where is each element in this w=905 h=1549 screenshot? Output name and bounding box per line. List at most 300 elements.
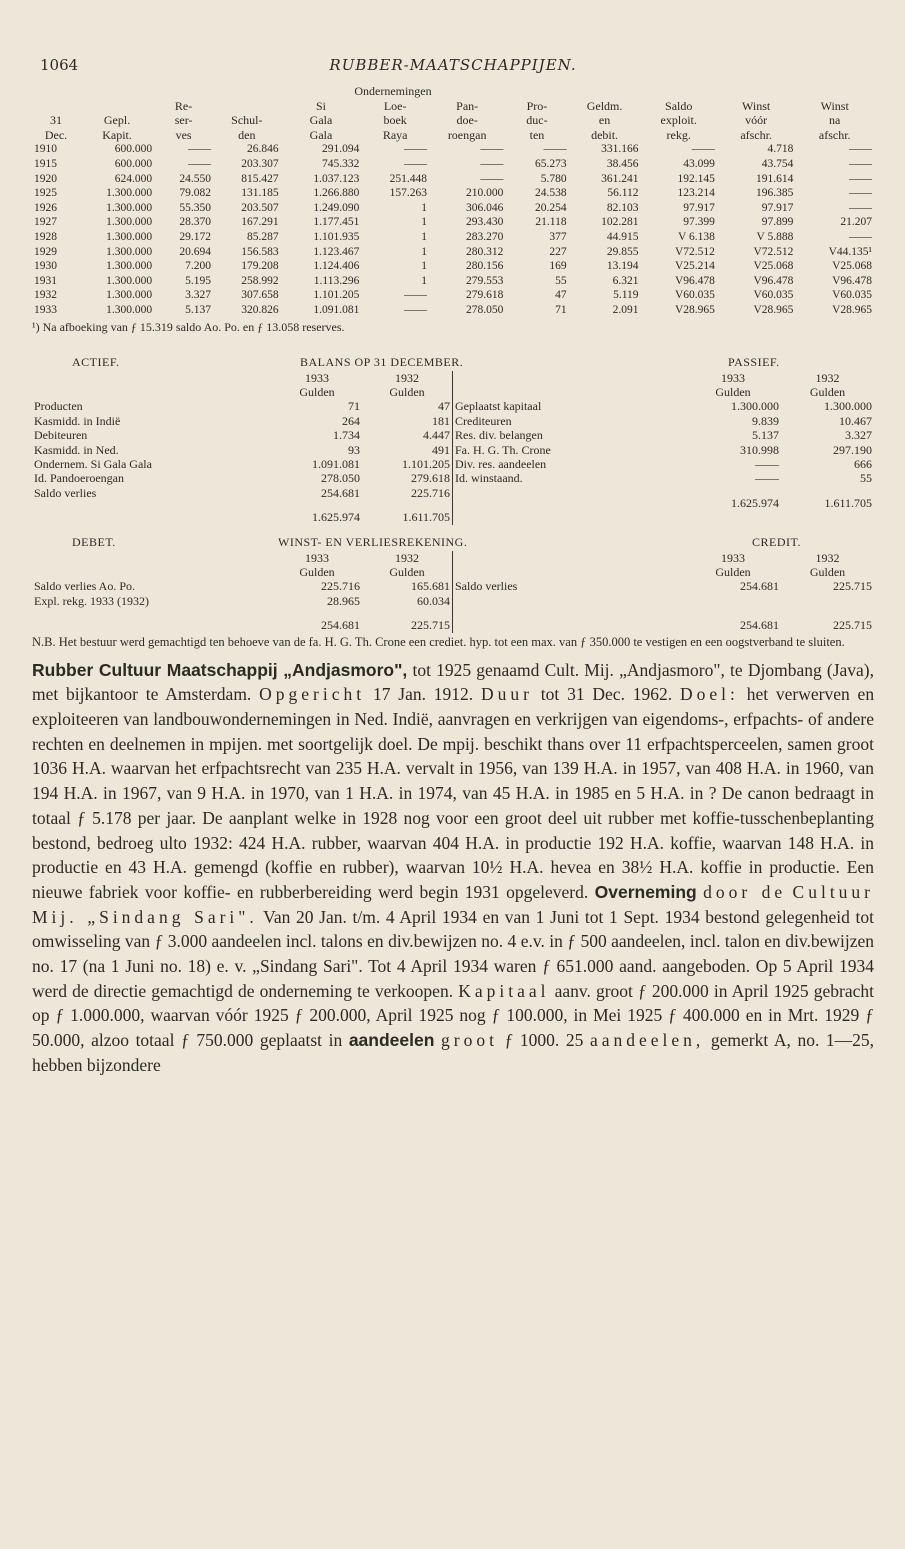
line-value: 3.327: [845, 428, 872, 443]
table-cell: 56.112: [607, 187, 639, 200]
balance-titles: [32, 355, 874, 371]
unit-header: Gulden: [389, 564, 425, 579]
table-cell: 20.694: [179, 245, 212, 258]
pl-title: WINST- EN VERLIESREKENING.: [278, 534, 468, 549]
table-cell: 43.099: [683, 157, 715, 170]
table-cell: 169: [549, 260, 567, 273]
year-header: 1933: [721, 370, 745, 385]
table-cell: 1933: [34, 303, 57, 316]
column-header: Dec.: [44, 127, 68, 142]
table-cell: 331.166: [601, 143, 639, 156]
column-header: exploit.: [660, 113, 697, 128]
table-cell: 156.583: [241, 245, 279, 258]
table-cell: 307.658: [241, 289, 279, 302]
table-cell: 1931: [34, 274, 57, 287]
unit-header: Gulden: [299, 564, 335, 579]
table-cell: V28.965: [832, 303, 872, 316]
table-cell: 26.846: [247, 143, 279, 156]
table-cell: 1.300.000: [106, 216, 153, 229]
table-cell: 293.430: [465, 216, 504, 229]
table-cell: 203.507: [241, 201, 279, 214]
column-header: Raya: [382, 127, 408, 142]
table-cell: 278.050: [465, 303, 504, 316]
table-cell: V25.068: [832, 260, 872, 273]
column-header: Kapit.: [102, 127, 132, 142]
year-header: 1932: [815, 550, 840, 565]
page: [32, 48, 874, 1078]
table-row: [32, 172, 874, 187]
credit-table: [453, 551, 874, 633]
table-cell: 196.385: [756, 187, 794, 200]
line-value: ——: [755, 471, 779, 486]
table-cell: 1: [421, 245, 427, 258]
table-cell: 29.855: [606, 245, 639, 258]
pl-titles: [32, 535, 874, 551]
table-cell: ——: [849, 143, 872, 156]
column-header: duc-: [526, 113, 548, 128]
table-cell: 29.172: [179, 230, 212, 243]
line-value: 47: [438, 399, 450, 414]
credit-title: CREDIT.: [752, 534, 801, 549]
doel-label: Doel:: [679, 684, 739, 705]
table-cell: 1.101.205: [313, 289, 360, 302]
table-cell: 361.241: [601, 172, 639, 185]
line-value: 1.734: [333, 428, 360, 443]
table-cell: 5.137: [185, 303, 212, 316]
table-cell: 624.000: [114, 172, 153, 185]
table-cell: V 6.138: [678, 230, 715, 243]
table-cell: ——: [403, 303, 427, 316]
liabilities-total-row: 1.625.974 1.611.705: [731, 495, 872, 510]
line-value: 1.101.205: [402, 456, 450, 471]
line-value: 28.965: [327, 593, 360, 608]
table-cell: 1.300.000: [106, 245, 153, 258]
column-header: Pan-: [456, 98, 479, 113]
table-cell: 3.327: [185, 289, 212, 302]
profit-loss-account: [32, 535, 874, 633]
unit-header: Gulden: [809, 384, 846, 399]
line-value: 1.091.081: [312, 456, 360, 471]
column-header: Winst: [742, 98, 771, 113]
table-cell: V60.035: [832, 289, 872, 302]
table-cell: 71: [555, 303, 567, 316]
column-header: Gala: [309, 113, 333, 128]
opgericht-label: Opgericht: [259, 684, 366, 705]
year-header: 1932: [395, 370, 419, 385]
liabilities-title: PASSIEF.: [728, 354, 780, 369]
year-header: 1933: [305, 550, 329, 565]
credit-total-row: 254.681 225.715: [740, 617, 872, 632]
balance-sheet: [32, 355, 874, 525]
debit-row: [32, 594, 452, 608]
table-cell: 1925: [34, 187, 57, 200]
table-cell: V 5.888: [756, 230, 794, 243]
nb-note: N.B. Het bestuur werd gemachtigd ten behoeve van de fa. H. G. Th. Crone een crediet. hyp. tot een max. van ƒ 350.000 te vestigen en een oogstverband te sluiten.: [32, 634, 845, 649]
table-cell: 1.300.000: [106, 274, 153, 287]
line-label: Id. Pandoeroengan: [34, 471, 124, 486]
line-value: 5.137: [752, 428, 779, 443]
table-cell: 283.270: [465, 230, 504, 243]
table-cell: 179.208: [241, 260, 279, 273]
table-cell: 157.263: [389, 187, 427, 200]
overneming-label: Overneming: [594, 881, 697, 902]
table-cell: 1: [421, 230, 427, 243]
column-header: Gala: [309, 127, 333, 142]
table-cell: 1927: [34, 216, 57, 229]
column-header: debit.: [591, 127, 619, 142]
column-header: 31: [49, 113, 62, 128]
table-cell: 55: [555, 274, 567, 287]
table-cell: 24.550: [179, 172, 212, 185]
table-row: [32, 274, 874, 289]
column-header: ves: [175, 127, 192, 142]
table-cell: V25.214: [674, 260, 715, 273]
table-cell: 815.427: [241, 172, 279, 185]
liability-row: [453, 457, 874, 471]
table-cell: ——: [403, 289, 427, 302]
table-cell: 210.000: [465, 187, 504, 200]
asset-row: [32, 428, 452, 442]
column-header: Gepl.: [103, 113, 131, 128]
table-cell: 28.370: [179, 216, 212, 229]
table-row: [32, 259, 874, 274]
balance-title: BALANS OP 31 DECEMBER.: [300, 354, 464, 369]
table-cell: 97.899: [761, 216, 794, 229]
column-header-row: [32, 128, 874, 143]
column-header: Si: [315, 98, 326, 113]
table-cell: ——: [480, 157, 504, 170]
table-cell: 6.321: [612, 274, 639, 287]
table-footnote: ¹) Na afboeking van ƒ 15.319 saldo Ao. Po. en ƒ 13.058 reserves.: [32, 319, 345, 334]
table-cell: 97.399: [683, 216, 715, 229]
table-cell: 5.119: [613, 289, 639, 302]
table-cell: 258.992: [241, 274, 279, 287]
column-header: vóór: [745, 113, 768, 128]
table-cell: ——: [849, 201, 872, 214]
line-label: Res. div. belangen: [455, 428, 543, 443]
table-cell: 43.754: [761, 157, 794, 170]
table-row: [32, 230, 874, 245]
year-header: 1932: [815, 370, 840, 385]
line-value: 666: [854, 456, 872, 471]
table-cell: 21.207: [840, 216, 872, 229]
table-cell: ——: [188, 157, 212, 170]
table-cell: 251.448: [389, 172, 427, 185]
company-description: Rubber Cultuur Maatschappij „Andjasmoro", tot 1925 genaamd Cult. Mij. „Andjasmoro", te Djombang (Java), met bijkantoor te Amsterdam. Opgericht 17 Jan. 1912. Duur tot 31 Dec. 1962. Doel: het verwerven en exploiteeren van landbouwondernemingen in Ned. Indië, aanvragen en verkrijgen van eigendoms-, erfpachts- of andere rechten en deelnemen in mpijen. met soortgelijk doel. De mpij. beschikt thans over 11 erfpachtsperceelen, samen groot 1036 H.A. waarvan het erfpachtsrecht van 235 H.A. vervalt in 1956, van 139 H.A. in 1957, van 408 H.A. in 1960, van 194 H.A. in 1967, van 9 H.A. in 1970, van 1 H.A. in 1974, van 45 H.A. in 1985 en 5 H.A. in ? De canon bedraagt in totaal ƒ 5.178 per jaar. De aanplant welke in 1928 nog voor een groot deel uit rubber met koffie-tusschenbeplanting bestond, bedroeg ulto 1932: 424 H.A. rubber, waarvan 404 H.A. in productie 192 H.A. koffie, waarvan 148 H.A. in productie en 43 H.A. gemengd (koffie en rubber), waarvan 10½ H.A. hevea en 38½ H.A. koffie in productie. Een nieuwe fabriek voor koffie- en rubberbereiding werd begin 1931 opgeleverd. Overneming door de Cultuur Mij. „Sindang Sari". Van 20 Jan. t/m. 4 April 1934 en van 1 Juni tot 1 Sept. 1934 bestond gelegenheid tot omwisseling van ƒ 3.000 aandeelen incl. talons en div.bewijzen no. 4 e.v. in ƒ 500 aandeelen, incl. talon en div.bewijzen no. 17 (na 1 Juni no. 18) e. v. „Sindang Sari". Tot 4 April 1934 waren ƒ 651.000 aand. aangeboden. Op 5 April 1934 werd de directie gemachtigd de onderneming te verkoopen. Kapitaal aanv. groot ƒ 200.000 in April 1925 gebracht op ƒ 1.000.000, waarvan vóór 1925 ƒ 200.000, April 1925 nog ƒ 100.000, in Mei 1925 ƒ 400.000 en in Mrt. 1929 ƒ 50.000, alzoo totaal ƒ 750.000 geplaatst in aandeelen groot ƒ 1000. 25 aandeelen, gemerkt A, no. 1—25, hebben bijzondere: [32, 659, 875, 1075]
assets-table: [32, 371, 452, 525]
line-value: 1.300.000: [824, 399, 872, 414]
table-cell: ——: [480, 172, 504, 185]
aandeelen-label: aandeelen: [348, 1030, 435, 1051]
table-cell: 1.113.296: [313, 274, 360, 287]
column-header: Re-: [174, 98, 193, 113]
table-cell: 167.291: [241, 216, 279, 229]
line-label: Id. winstaand.: [455, 471, 523, 486]
asset-row: [32, 457, 452, 471]
table-cell: 7.200: [185, 260, 212, 273]
column-header: afschr.: [740, 127, 772, 142]
table-cell: 65.273: [534, 157, 567, 170]
table-cell: 38.456: [606, 157, 639, 170]
table-cell: V60.035: [674, 289, 715, 302]
table-cell: 1.123.467: [313, 245, 360, 258]
table-cell: ——: [480, 143, 504, 156]
asset-row: [32, 414, 452, 428]
debit-row: [32, 579, 452, 593]
line-value: 71: [348, 399, 360, 414]
table-cell: 745.332: [321, 157, 360, 170]
table-cell: 47: [555, 289, 567, 302]
column-header: Pro-: [526, 98, 548, 113]
credit-row: [453, 579, 874, 593]
table-cell: 1: [421, 274, 427, 287]
page-number: 1064: [40, 56, 79, 74]
table-cell: 192.145: [677, 172, 715, 185]
table-cell: ——: [849, 172, 872, 185]
line-value: 225.716: [321, 579, 360, 594]
kapitaal-label: Kapitaal: [458, 980, 550, 1001]
table-cell: 600.000: [114, 157, 153, 170]
unit-header: Gulden: [809, 564, 846, 579]
line-label: Producten: [34, 399, 83, 414]
line-value: 60.034: [417, 593, 450, 608]
groot-label: groot: [441, 1030, 498, 1051]
asset-row: [32, 443, 452, 457]
table-cell: 4.718: [767, 143, 794, 156]
assets-title: ACTIEF.: [72, 354, 120, 369]
line-label: Expl. rekg. 1933 (1932): [34, 593, 149, 608]
line-value: 310.998: [740, 442, 779, 457]
line-value: 225.715: [833, 579, 872, 594]
table-cell: 123.214: [677, 187, 715, 200]
column-header: [213, 99, 281, 114]
table-cell: 1: [421, 216, 427, 229]
column-header: Winst: [820, 98, 849, 113]
line-value: 491: [432, 442, 450, 457]
table-cell: 291.094: [321, 143, 360, 156]
table-cell: 1.300.000: [106, 201, 153, 214]
line-value: 254.681: [321, 485, 360, 500]
duur-label: Duur: [481, 684, 533, 705]
year-header: 1932: [395, 550, 419, 565]
line-value: 225.716: [411, 485, 450, 500]
table-cell: 1.249.090: [313, 201, 360, 214]
line-value: 10.467: [839, 413, 872, 428]
table-cell: ——: [543, 143, 567, 156]
table-cell: 5.195: [185, 274, 212, 287]
table-cell: V28.965: [753, 303, 794, 316]
year-header: 1933: [305, 370, 329, 385]
table-cell: 1.266.880: [313, 187, 360, 200]
table-cell: V72.512: [753, 245, 794, 258]
unit-header: Gulden: [299, 384, 335, 399]
table-cell: V96.478: [753, 274, 794, 287]
column-header: ten: [529, 127, 545, 142]
line-label: Debiteuren: [34, 428, 88, 443]
line-value: 165.681: [411, 579, 450, 594]
line-label: Kasmidd. in Ned.: [34, 442, 119, 457]
table-cell: 600.000: [114, 143, 153, 156]
asset-row: [32, 486, 452, 500]
liability-row: [453, 428, 874, 442]
line-value: 181: [432, 413, 450, 428]
yearly-figures-table: [32, 84, 874, 318]
table-cell: V44.135¹: [828, 245, 872, 258]
table-cell: ——: [188, 143, 212, 156]
line-label: Crediteuren: [455, 413, 512, 428]
line-label: Saldo verlies: [34, 485, 97, 500]
table-cell: V72.512: [674, 245, 715, 258]
table-cell: 97.917: [761, 201, 794, 214]
debit-table: [32, 551, 452, 633]
table-row: [32, 142, 874, 157]
table-cell: ——: [691, 143, 715, 156]
table-cell: 1910: [34, 143, 57, 156]
table-cell: 1.300.000: [106, 187, 153, 200]
unit-header: Gulden: [389, 384, 425, 399]
line-label: Saldo verlies: [455, 579, 518, 594]
column-header: ser-: [174, 113, 193, 128]
table-row: [32, 157, 874, 172]
table-cell: 1.124.406: [313, 260, 360, 273]
asset-row: [32, 471, 452, 485]
cultuur-label: Cultuur Mij. „Sindang Sari".: [32, 881, 875, 927]
table-cell: 1926: [34, 201, 57, 214]
table-cell: 1932: [34, 289, 57, 302]
column-header-row: [32, 113, 874, 128]
column-header: [80, 99, 154, 114]
column-header: [32, 99, 80, 114]
line-value: 93: [348, 442, 360, 457]
table-cell: 1: [421, 260, 427, 273]
column-header: en: [598, 113, 611, 128]
table-cell: 1.037.123: [313, 172, 360, 185]
column-header: Geldm.: [586, 98, 623, 113]
table-cell: ——: [849, 230, 872, 243]
line-label: Kasmidd. in Indië: [34, 413, 121, 428]
debit-title: DEBET.: [72, 534, 116, 549]
table-cell: 1920: [34, 172, 57, 185]
table-cell: V28.965: [674, 303, 715, 316]
table-cell: 227: [549, 245, 567, 258]
table-cell: 280.312: [465, 245, 504, 258]
table-cell: ——: [849, 157, 872, 170]
column-header: den: [238, 127, 256, 142]
line-value: 279.618: [411, 471, 450, 486]
table-cell: 85.287: [247, 230, 279, 243]
table-cell: 1915: [34, 157, 57, 170]
debit-total-row: 254.681 225.715: [321, 618, 450, 633]
column-header: roengan: [447, 127, 487, 142]
table-cell: V25.068: [753, 260, 794, 273]
table-row: [32, 245, 874, 260]
table-cell: 1: [421, 201, 427, 214]
table-cell: 1.300.000: [106, 303, 153, 316]
line-value: 254.681: [740, 579, 779, 594]
table-cell: 1.101.935: [313, 230, 360, 243]
table-cell: 1.300.000: [106, 289, 153, 302]
year-header: 1933: [721, 550, 745, 565]
column-header-row: [32, 99, 874, 114]
company-name: Rubber Cultuur Maatschappij „Andjasmoro",: [32, 659, 408, 680]
column-header: rekg.: [666, 127, 691, 142]
table-cell: ——: [849, 187, 872, 200]
table-cell: 306.046: [465, 201, 504, 214]
table-cell: 1.300.000: [106, 260, 153, 273]
column-header: boek: [383, 113, 407, 128]
table-cell: 1930: [34, 260, 57, 273]
line-label: Div. res. aandeelen: [455, 456, 547, 471]
group-header-row: [32, 84, 874, 99]
table-cell: ——: [403, 143, 427, 156]
table-cell: 55.350: [179, 201, 212, 214]
column-header: afschr.: [818, 127, 851, 142]
liabilities-table: [453, 371, 874, 511]
table-cell: 5.780: [540, 172, 567, 185]
liability-row: [453, 399, 874, 413]
table-cell: ——: [403, 157, 427, 170]
line-value: 9.839: [752, 413, 779, 428]
table-cell: 279.618: [465, 289, 504, 302]
table-cell: 1.177.451: [313, 216, 360, 229]
column-header: doe-: [456, 113, 478, 128]
table-cell: 279.553: [465, 274, 504, 287]
line-value: 1.300.000: [731, 399, 779, 414]
table-cell: 1.091.081: [313, 303, 360, 316]
table-cell: 377: [549, 230, 567, 243]
line-label: Fa. H. G. Th. Crone: [455, 442, 551, 457]
table-cell: 79.082: [179, 187, 212, 200]
liability-row: [453, 414, 874, 428]
line-value: ——: [755, 456, 779, 471]
table-cell: 44.915: [606, 230, 639, 243]
column-header: Loe-: [383, 98, 407, 113]
table-cell: V96.478: [674, 274, 715, 287]
unit-header: Gulden: [715, 564, 751, 579]
liability-row: [453, 471, 874, 485]
table-cell: 20.254: [534, 201, 567, 214]
line-value: 297.190: [833, 442, 872, 457]
table-cell: 1929: [34, 245, 57, 258]
table-cell: 191.614: [756, 172, 794, 185]
line-value: 264: [342, 413, 360, 428]
table-cell: 1928: [34, 230, 57, 243]
table-row: [32, 303, 874, 318]
assets-total-row: 1.625.974 1.611.705: [312, 510, 450, 525]
column-header: Schul-: [231, 113, 263, 128]
table-row: [32, 288, 874, 303]
table-cell: V96.478: [832, 274, 872, 287]
line-value: 55: [860, 471, 872, 486]
table-cell: 102.281: [601, 216, 639, 229]
asset-row: [32, 399, 452, 413]
unit-header: Gulden: [715, 384, 751, 399]
column-header: Saldo: [665, 98, 693, 113]
line-value: 4.447: [423, 428, 450, 443]
table-cell: 97.917: [683, 201, 715, 214]
table-row: [32, 186, 874, 201]
table-cell: 24.538: [534, 187, 567, 200]
table-cell: 13.194: [606, 260, 639, 273]
liability-row: [453, 443, 874, 457]
line-label: Saldo verlies Ao. Po.: [34, 579, 135, 594]
table-row: [32, 215, 874, 230]
page-header: [32, 48, 874, 84]
line-label: Ondernem. Si Gala Gala: [34, 456, 152, 471]
table-row: [32, 201, 874, 216]
table-cell: 1.300.000: [106, 230, 153, 243]
table-cell: 280.156: [465, 260, 504, 273]
